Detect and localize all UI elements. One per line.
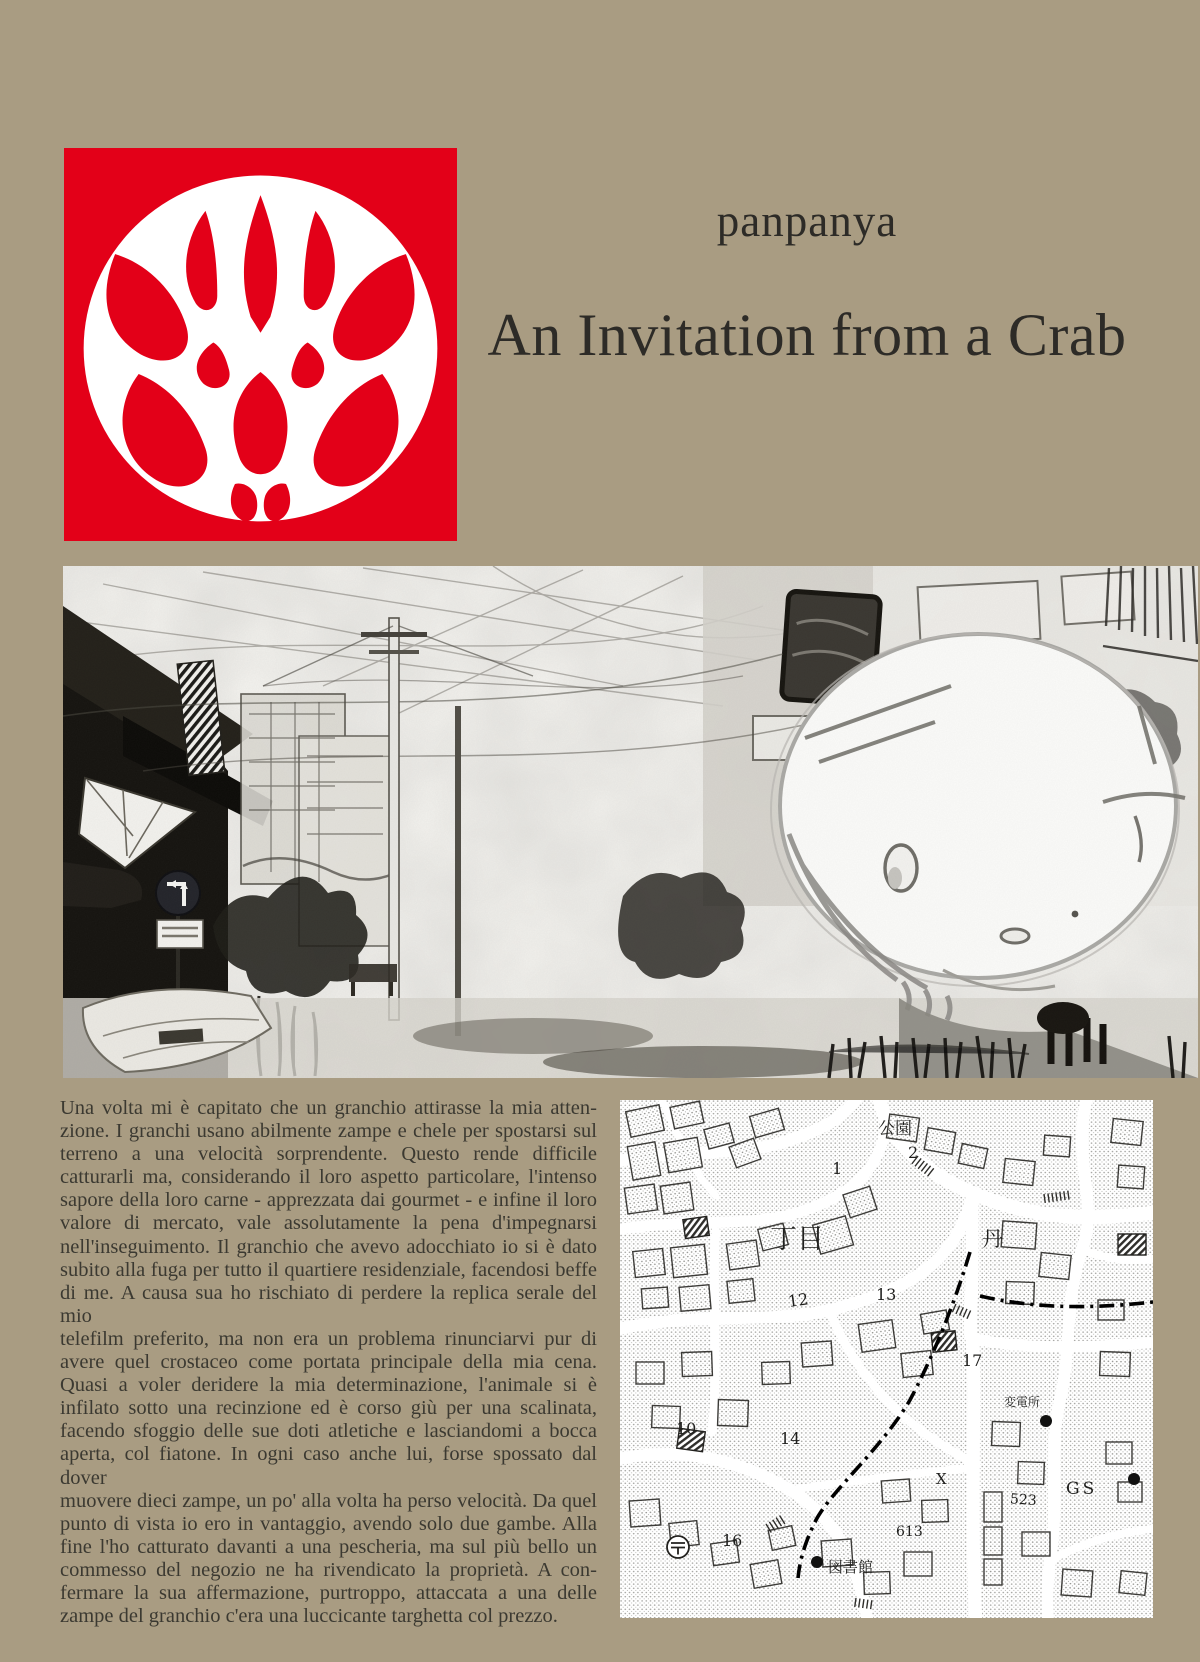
street-sketch-drawing [63, 566, 1198, 1078]
story-line: Una volta mi è capitato che un granchio attirasse la mia atten- [60, 1097, 597, 1119]
story-line: di me. A causa sua ho rischiato di perdere la replica serale del mio [60, 1281, 597, 1327]
svg-text:X: X [936, 1470, 947, 1488]
title-block [462, 192, 1152, 368]
svg-text:丁目: 丁目 [770, 1224, 824, 1255]
svg-text:14: 14 [780, 1429, 801, 1448]
paper-grain [63, 566, 1198, 1078]
story-line: catturarli ma, considerando il loro aspetto particolare, l'intenso [60, 1166, 597, 1189]
svg-text:613: 613 [896, 1524, 923, 1540]
publisher-logo [63, 148, 458, 541]
story-line: subito alla fuga per tutto il quartiere residenziale, facendosi beffe [60, 1258, 597, 1281]
story-line: valore di mercato, vale assolutamente la pena d'impegnarsi [60, 1212, 597, 1235]
svg-text:17: 17 [962, 1351, 983, 1370]
svg-text:丹: 丹 [982, 1227, 1003, 1251]
story-line: terreno a una velocità sorprendente. Questo rende difficile [60, 1143, 597, 1166]
crab-ornament-icon [63, 148, 458, 541]
street-illustration [63, 566, 1198, 1078]
svg-text:図書館: 図書館 [828, 1558, 874, 1576]
story-line: punto di vista io ero in vantaggio, avendo solo due gambe. Alla [60, 1512, 597, 1535]
story-line: fermare la sua affermazione, purtroppo, attaccata a una delle [60, 1581, 597, 1604]
story-line: sapore della loro carne - apprezzata dai gourmet - e infine il loro [60, 1189, 597, 1212]
story-line: commesso del negozio ne ha rivendicato la proprietà. A con- [60, 1558, 597, 1581]
story-line: fine l'ho catturato davanti a una pescheria, ma sul più bello un [60, 1535, 597, 1558]
neighborhood-map [620, 1100, 1153, 1618]
svg-text:12: 12 [786, 1289, 810, 1312]
story-line: zampe del granchio c'era una luccicante targhetta col prezzo. [60, 1605, 558, 1628]
post-office-icon [667, 1536, 689, 1558]
svg-text:公園: 公園 [878, 1119, 912, 1139]
svg-text:GS: GS [1066, 1479, 1098, 1499]
map-drawing [620, 1100, 1153, 1618]
story-line: zione. I granchi usano abilmente zampe e chele per spostarsi sul [60, 1120, 597, 1143]
story-line: muovere dieci zampe, un po' alla volta ha perso velocità. Da quel [60, 1489, 597, 1512]
svg-text:523: 523 [1009, 1491, 1038, 1510]
story-text [60, 1097, 597, 1628]
story-line: aperta, col fiatone. In ogni caso anche lui, forse spossato dal dover [60, 1443, 597, 1489]
svg-text:変電所: 変電所 [1004, 1395, 1041, 1409]
author-name: panpanya [716, 196, 898, 246]
story-line: Quasi a voler deridere la mia determinazione, l'animale si è [60, 1374, 597, 1397]
svg-text:16: 16 [722, 1531, 743, 1550]
svg-text:2: 2 [908, 1143, 919, 1162]
story-line: facendo sfoggio delle sue doti atletiche e lasciandomi a bocca [60, 1420, 597, 1443]
svg-text:1: 1 [832, 1159, 843, 1178]
svg-text:10: 10 [676, 1419, 697, 1438]
story-line: telefilm preferito, ma non era un problema rinunciarvi pur di [60, 1327, 597, 1350]
story-line: nell'inseguimento. Il granchio che avevo adocchiato io si è dato [60, 1235, 597, 1258]
story-line: avere quel crostaceo come portata principale della mia cena. [60, 1351, 597, 1374]
svg-text:13: 13 [876, 1285, 897, 1304]
page-title: An Invitation from a Crab [487, 302, 1127, 368]
story-line: infilato sotto una recinzione ed è corso giù per una scalinata, [60, 1397, 597, 1420]
